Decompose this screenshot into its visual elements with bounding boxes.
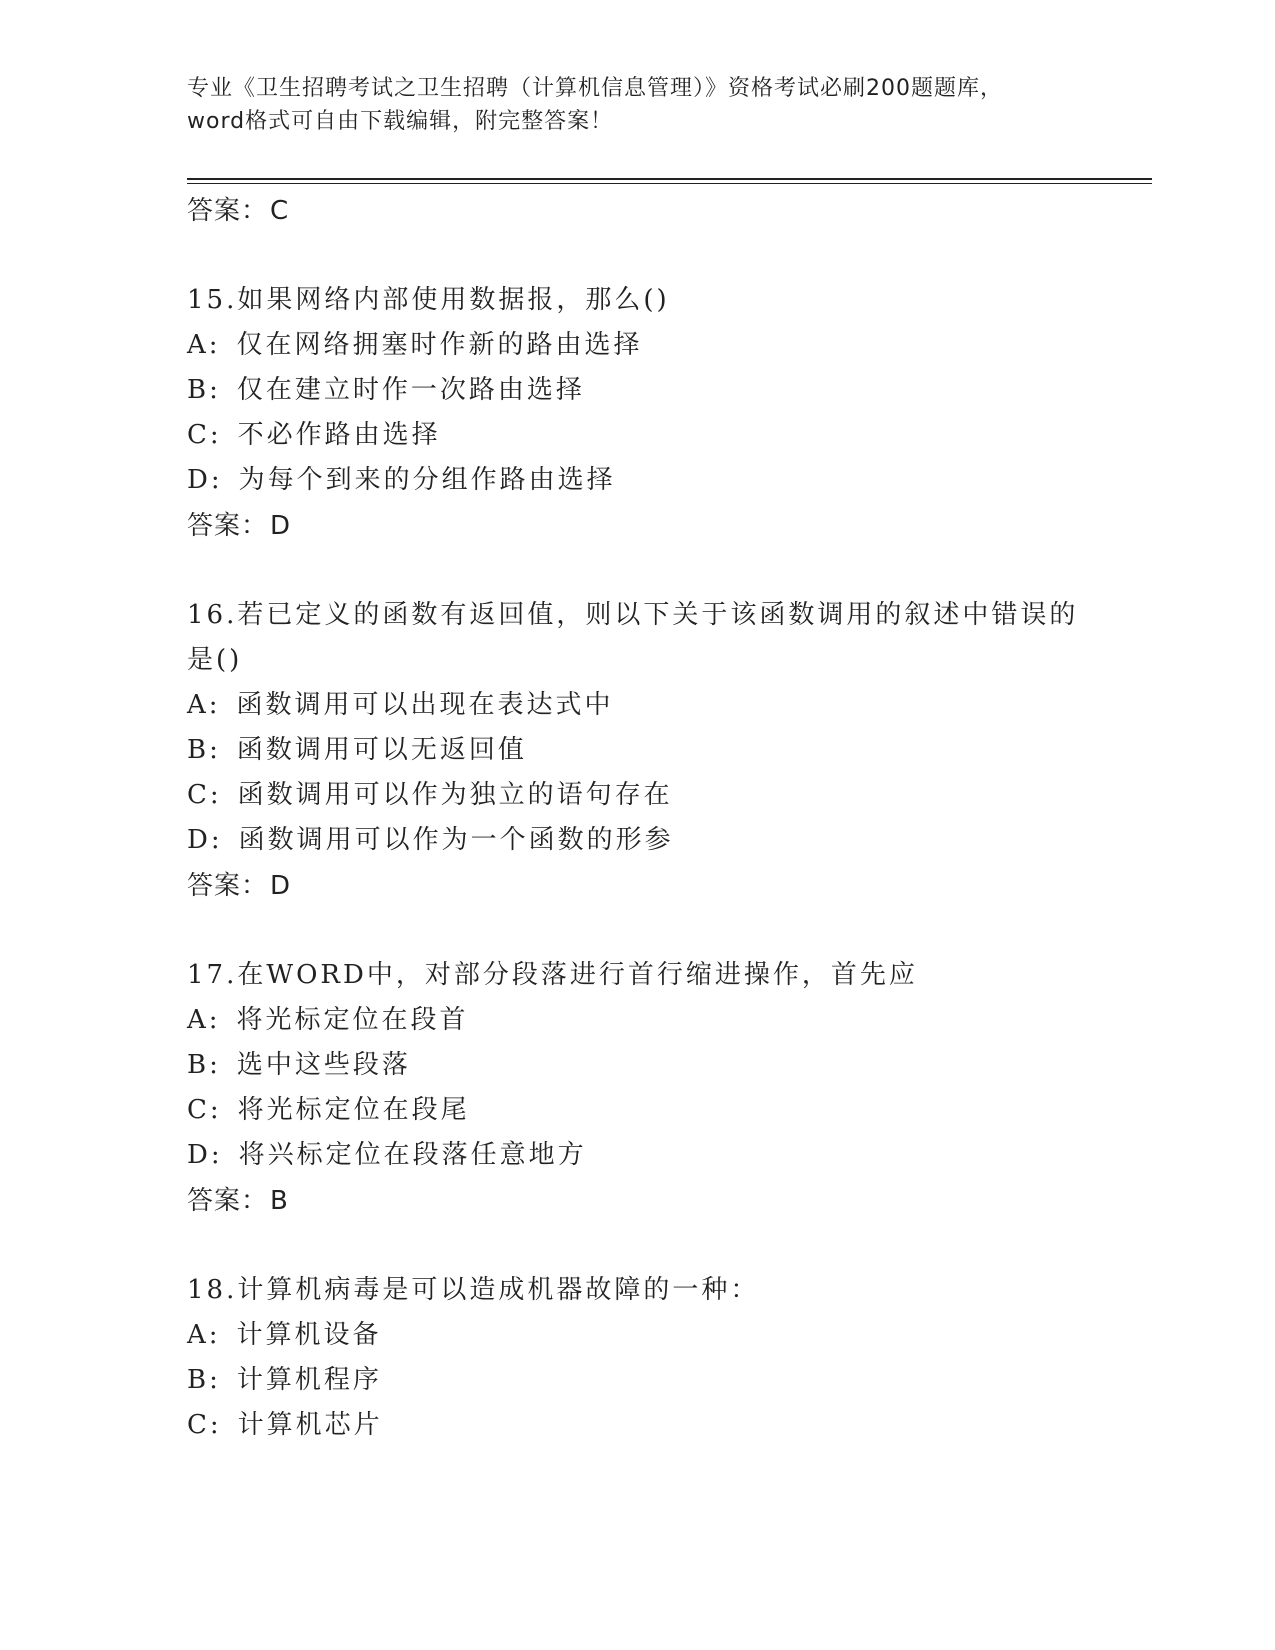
document-body bbox=[187, 188, 1107, 1448]
option-letter: C: bbox=[187, 1410, 222, 1440]
option-letter: C: bbox=[187, 780, 222, 810]
question-spacer bbox=[187, 909, 1107, 953]
question-spacer bbox=[187, 234, 1107, 278]
option-text: 不必作路由选择 bbox=[237, 420, 441, 450]
question-text bbox=[187, 953, 1107, 998]
option-row bbox=[187, 458, 1107, 503]
option-text: 选中这些段落 bbox=[236, 1050, 411, 1080]
question-spacer bbox=[187, 549, 1107, 593]
question-number: 16. bbox=[187, 600, 238, 630]
option-letter: B: bbox=[187, 1365, 221, 1395]
question-text bbox=[187, 1268, 1107, 1313]
option-text: 函数调用可以出现在表达式中 bbox=[236, 690, 614, 720]
option-letter: A: bbox=[187, 690, 221, 720]
question-stem: 如果网络内部使用数据报，那么() bbox=[237, 285, 670, 315]
option-text: 函数调用可以作为独立的语句存在 bbox=[237, 780, 673, 810]
question-list bbox=[187, 234, 1107, 1448]
option-letter: B: bbox=[187, 735, 221, 765]
option-row bbox=[187, 1358, 1107, 1403]
option-letter: D: bbox=[187, 1140, 223, 1170]
question-stem: 计算机病毒是可以造成机器故障的一种： bbox=[237, 1275, 760, 1305]
option-row bbox=[187, 1403, 1107, 1448]
option-letter: A: bbox=[187, 1320, 221, 1350]
option-text: 仅在网络拥塞时作新的路由选择 bbox=[236, 330, 643, 360]
answer-line bbox=[187, 188, 1107, 234]
option-letter: D: bbox=[187, 825, 223, 855]
question-stem: 在WORD中，对部分段落进行首行缩进操作，首先应 bbox=[237, 960, 918, 990]
answer-value: D bbox=[270, 511, 292, 541]
header-line-2: word格式可自由下载编辑，附完整答案！ bbox=[187, 109, 614, 134]
answer-label: 答案： bbox=[187, 196, 269, 226]
option-text: 将光标定位在段首 bbox=[236, 1005, 469, 1035]
option-letter: A: bbox=[187, 1005, 221, 1035]
option-letter: C: bbox=[187, 420, 222, 450]
question-block bbox=[187, 1268, 1107, 1448]
option-row bbox=[187, 1133, 1107, 1178]
question-text bbox=[187, 278, 1107, 323]
answer-line bbox=[187, 863, 1107, 909]
option-text: 将兴标定位在段落任意地方 bbox=[238, 1140, 587, 1170]
option-letter: B: bbox=[187, 375, 221, 405]
answer-value: D bbox=[270, 871, 292, 901]
answer-label: 答案： bbox=[187, 871, 269, 901]
header-divider bbox=[187, 178, 1152, 180]
question-number: 15. bbox=[187, 285, 238, 315]
option-row bbox=[187, 368, 1107, 413]
option-text: 计算机设备 bbox=[236, 1320, 382, 1350]
answer-value: C bbox=[270, 196, 290, 226]
answer-label: 答案： bbox=[187, 511, 269, 541]
option-row bbox=[187, 1313, 1107, 1358]
header-divider-thin bbox=[187, 183, 1152, 184]
option-letter: B: bbox=[187, 1050, 221, 1080]
option-text: 函数调用可以作为一个函数的形参 bbox=[238, 825, 674, 855]
answer-label: 答案： bbox=[187, 1186, 269, 1216]
option-row bbox=[187, 323, 1107, 368]
option-text: 将光标定位在段尾 bbox=[237, 1095, 470, 1125]
answer-value: B bbox=[270, 1186, 289, 1216]
question-number: 17. bbox=[187, 960, 238, 990]
question-number: 18. bbox=[187, 1275, 238, 1305]
option-row bbox=[187, 413, 1107, 458]
answer-line bbox=[187, 503, 1107, 549]
question-stem: 若已定义的函数有返回值，则以下关于该函数调用的叙述中错误的是() bbox=[187, 600, 1079, 675]
answer-line bbox=[187, 1178, 1107, 1224]
option-row bbox=[187, 773, 1107, 818]
option-text: 仅在建立时作一次路由选择 bbox=[236, 375, 585, 405]
option-row bbox=[187, 1043, 1107, 1088]
option-row bbox=[187, 1088, 1107, 1133]
option-text: 计算机芯片 bbox=[237, 1410, 383, 1440]
option-row bbox=[187, 818, 1107, 863]
question-spacer bbox=[187, 1224, 1107, 1268]
option-row bbox=[187, 683, 1107, 728]
option-letter: D: bbox=[187, 465, 223, 495]
header-line-1: 专业《卫生招聘考试之卫生招聘（计算机信息管理）》资格考试必刷200题题库， bbox=[187, 76, 1003, 101]
option-row bbox=[187, 998, 1107, 1043]
option-letter: C: bbox=[187, 1095, 222, 1125]
option-text: 函数调用可以无返回值 bbox=[236, 735, 527, 765]
question-text bbox=[187, 593, 1107, 683]
question-block bbox=[187, 593, 1107, 909]
option-text: 计算机程序 bbox=[236, 1365, 382, 1395]
option-letter: A: bbox=[187, 330, 221, 360]
question-block bbox=[187, 278, 1107, 549]
question-block bbox=[187, 953, 1107, 1224]
document-header bbox=[187, 72, 1067, 138]
option-text: 为每个到来的分组作路由选择 bbox=[238, 465, 616, 495]
option-row bbox=[187, 728, 1107, 773]
